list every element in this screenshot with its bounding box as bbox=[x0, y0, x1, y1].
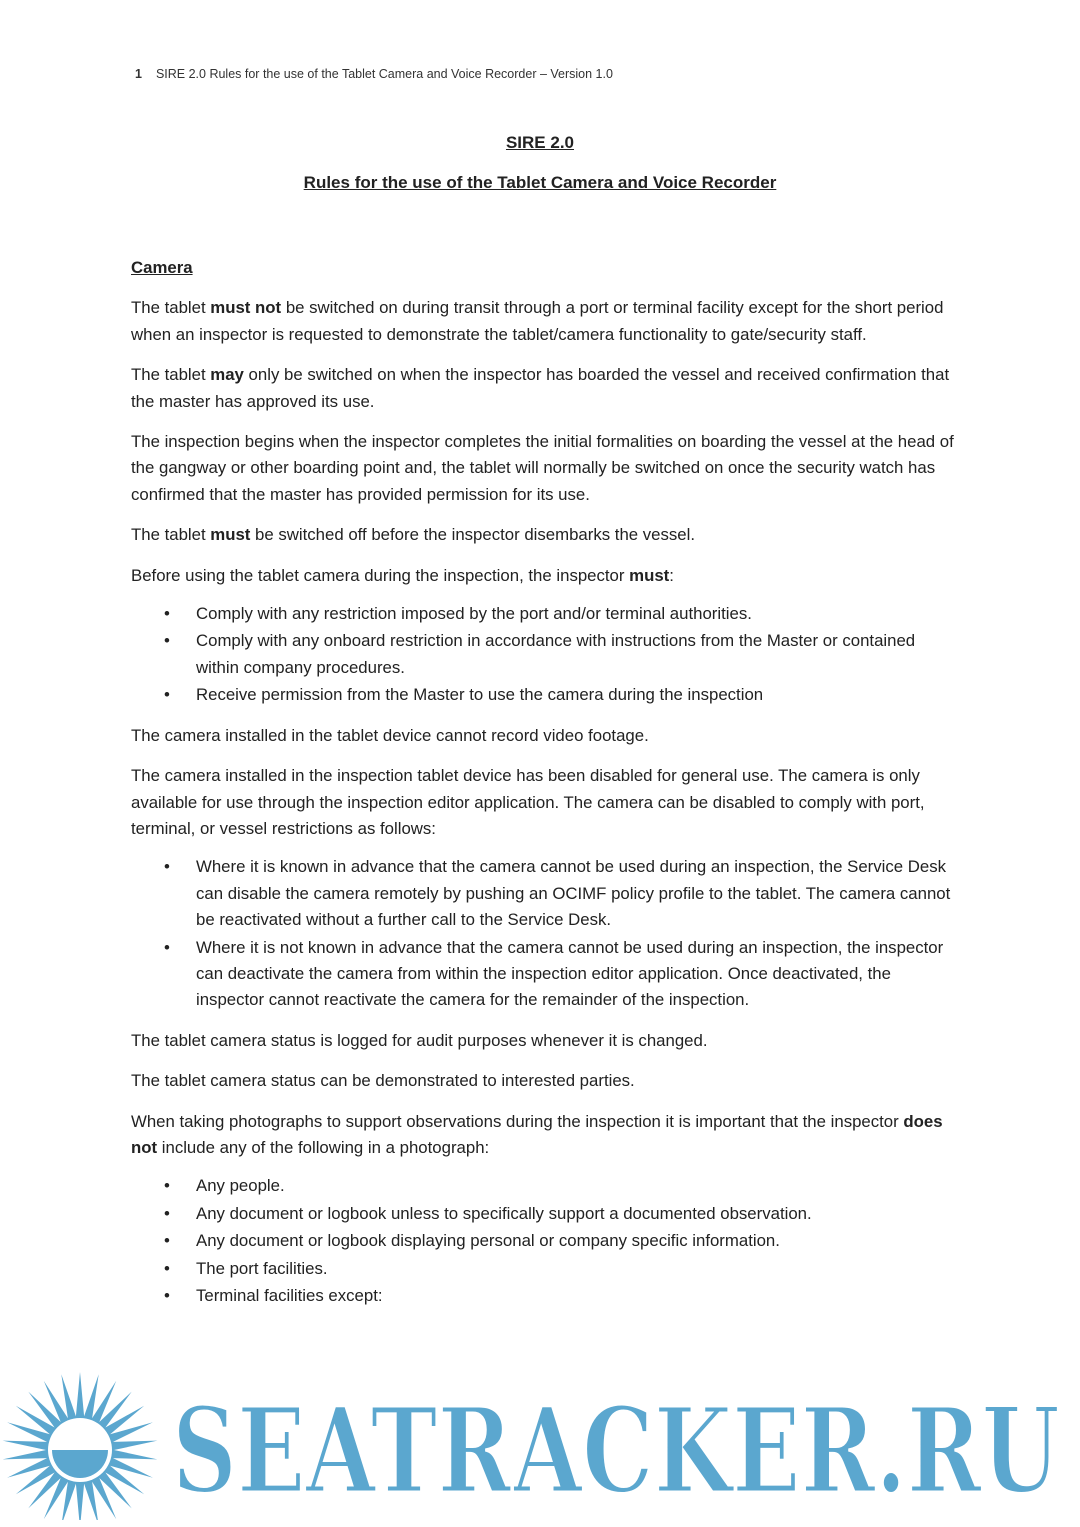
document-subtitle: Rules for the use of the Tablet Camera and Voice Recorder bbox=[303, 173, 777, 192]
list-item: • Receive permission from the Master to use the camera during the inspection bbox=[131, 682, 961, 708]
page-header bbox=[135, 67, 613, 81]
bullet-icon: • bbox=[164, 1231, 170, 1251]
paragraph: Before using the tablet camera during the inspection, the inspector must: bbox=[131, 565, 674, 585]
bullet-icon: • bbox=[164, 604, 170, 624]
paragraph: The inspection begins when the inspector completes the initial formalities on boarding the vessel at the head of the gangway or other boarding point and, the tablet will normally be switched on once the security watch has confirmed that the master has provided permission for its use. bbox=[131, 432, 954, 504]
bullet-icon: • bbox=[164, 631, 170, 651]
paragraph: The tablet camera status can be demonstrated to interested parties. bbox=[131, 1071, 635, 1091]
watermark-text: SEATRACKER.RU bbox=[172, 1381, 1060, 1520]
paragraph: When taking photographs to support observations during the inspection it is important that the inspector does not include any of the following in a photograph: bbox=[131, 1111, 943, 1157]
bullet-icon: • bbox=[164, 1176, 170, 1196]
page-number: 1 bbox=[135, 67, 142, 81]
list-item: • Where it is not known in advance that the camera cannot be used during an inspection, the inspector can deactivate the camera from within the inspection editor application. Once deactivated, the inspector cannot reactivate the camera for the remainder of the inspection. bbox=[131, 935, 961, 1014]
paragraph: The camera installed in the inspection tablet device has been disabled for general use. The camera is only available for use through the inspection editor application. The camera can be disabled to comply with port, terminal, or vessel restrictions as follows: bbox=[131, 766, 925, 838]
list-item: • Where it is known in advance that the camera cannot be used during an inspection, the Service Desk can disable the camera remotely by pushing an OCIMF policy profile to the tablet. The camera cannot be reactivated without a further call to the Service Desk. bbox=[131, 854, 961, 933]
paragraph: The tablet must not be switched on during transit through a port or terminal facility except for the short period when an inspector is requested to demonstrate the tablet/camera functionality to gate/security staff. bbox=[131, 298, 944, 344]
bullet-icon: • bbox=[164, 937, 170, 957]
bullet-icon: • bbox=[164, 1286, 170, 1305]
list-item: • Terminal facilities except: bbox=[131, 1283, 961, 1309]
bullet-icon: • bbox=[164, 685, 170, 705]
header-text: SIRE 2.0 Rules for the use of the Tablet Camera and Voice Recorder – Version 1.0 bbox=[155, 67, 613, 81]
list-item: • Any document or logbook displaying personal or company specific information. bbox=[131, 1228, 961, 1254]
bullet-list bbox=[131, 854, 961, 1013]
list-item: • The port facilities. bbox=[131, 1256, 961, 1282]
list-item: • Comply with any restriction imposed by the port and/or terminal authorities. bbox=[131, 601, 961, 627]
watermark bbox=[0, 1370, 1080, 1520]
list-item: • Any people. bbox=[131, 1173, 961, 1199]
section-heading-camera: Camera bbox=[131, 258, 193, 277]
watermark-graphic bbox=[0, 1370, 1080, 1520]
document-body bbox=[131, 255, 961, 1323]
list-item: • Any document or logbook unless to specifically support a documented observation. bbox=[131, 1201, 961, 1227]
bullet-icon: • bbox=[164, 857, 170, 877]
list-item: • Comply with any onboard restriction in accordance with instructions from the Master or contained within company procedures. bbox=[131, 628, 961, 681]
bullet-icon: • bbox=[164, 1203, 170, 1223]
paragraph: The tablet camera status is logged for audit purposes whenever it is changed. bbox=[131, 1030, 708, 1050]
bullet-list bbox=[131, 1173, 961, 1309]
sun-logo-icon bbox=[3, 1372, 158, 1520]
paragraph: The tablet must be switched off before the inspector disembarks the vessel. bbox=[131, 525, 696, 545]
document-title: SIRE 2.0 bbox=[505, 133, 575, 152]
bullet-list bbox=[131, 601, 961, 709]
paragraph: The tablet may only be switched on when the inspector has boarded the vessel and received confirmation that the master has approved its use. bbox=[131, 365, 950, 411]
paragraph: The camera installed in the tablet device cannot record video footage. bbox=[131, 725, 649, 745]
bullet-icon: • bbox=[164, 1258, 170, 1278]
